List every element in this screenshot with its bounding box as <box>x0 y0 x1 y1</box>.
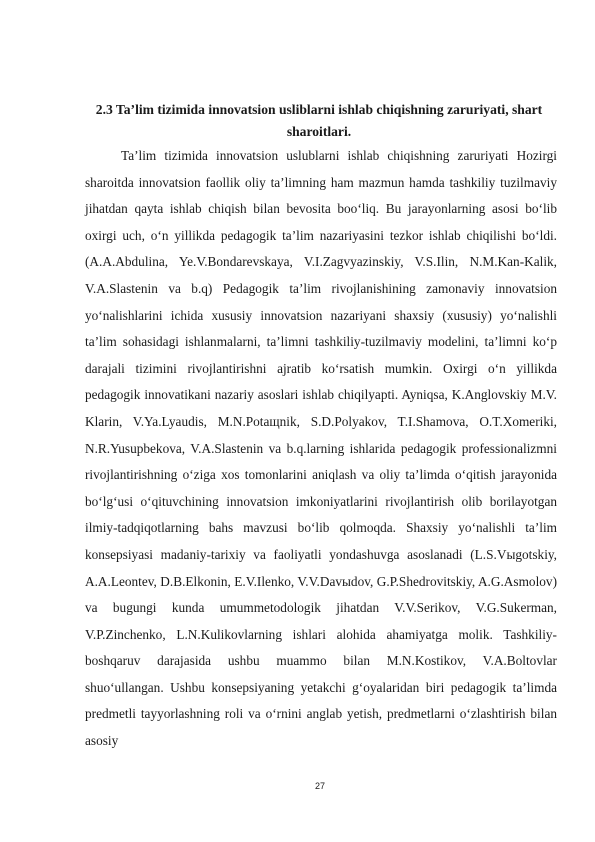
page-number: 27 <box>314 781 325 791</box>
section-heading-line-2: sharoitlari. <box>286 124 352 139</box>
section-heading <box>82 99 556 143</box>
body-paragraph: Ta’lim tizimida innovatsion uslublarni ishlab chiqishning zaruriyati Hozirgi sharoitda innovatsion faollik oliy ta’limning ham mazmun hamda tashkiliy tuzilmaviy jihatdan qayta ishlab chiqish bilan bevosita boo‘liq. Bu jarayonlarning asosi bo‘lib oxirgi uch, o‘n yillikda pedagogik ta’lim nazariyasini tezkor ishlab chiqilishi bo‘ldi. (A.A.Abdulina, Ye.V.Bondarevskaya, V.I.Zagvyazinskiy, V.S.Ilin, N.M.Kan-Kalik, V.A.Slastenin va b.q) Pedagogik ta’lim rivojlanishining zamonaviy innovatsion yo‘nalishlarini ichida xususiy innovatsion nazariyani shaxsiy (xususiy) yo‘nalishli ta’lim sohasidagi ishlanmalarni, ta’limni tashkiliy-tuzilmaviy modelini, ta’limni ko‘p darajali tizimini rivojlantirishni ajratib ko‘rsatish mumkin. Oxirgi o‘n yillikda pedagogik innovatikani nazariy asoslari ishlab chiqilyapti. Ayniqsa, K.Anglovskiy M.V. Klarin, V.Ya.Lyaudis, M.N.Potaщnik, S.D.Polyakov, T.I.Shamova, O.T.Xomeriki, N.R.Yusupbekova, V.A.Slastenin va b.q.larning ishlarida pedagogik professionalizmni rivojlantirishning o‘ziga xos tomonlarini aniqlash va oliy ta’limda o‘qitish jarayonida bo‘lg‘usi o‘qituvchining innovatsion imkoniyatlarini rivojlantirish olib borilayotgan ilmiy-tadqiqotlarning bahs mavzusi bo‘lib qolmoqda. Shaxsiy yo‘nalishli ta’lim konsepsiyasi madaniy-tarixiy va faoliyatli yondashuvga asoslanadi (L.S.Vыgotskiy, A.A.Leontev, D.B.Elkonin, E.V.Ilenko, V.V.Davыdov, G.P.Shedrovitskiy, A.G.Asmolov) va bugungi kunda umummetodologik jihatdan V.V.Serikov, V.G.Sukerman, V.P.Zinchenko, L.N.Kulikovlarning ishlari alohida ahamiyatga molik. Tashkiliy-boshqaruv darajasida ushbu muammo bilan M.N.Kostikov, V.A.Boltovlar shuo‘ullangan. Ushbu konsepsiyaning yetakchi g‘oyalaridan biri pedagogik ta’limda predmetli tayyorlashning roli va o‘rnini anglab yetish, predmetlarni o‘zlashtirish bilan asosiy <box>85 148 557 749</box>
section-heading-line-1: 2.3 Ta’lim tizimida innovatsion usliblarni ishlab chiqishning zaruriyati, shart <box>95 102 543 117</box>
